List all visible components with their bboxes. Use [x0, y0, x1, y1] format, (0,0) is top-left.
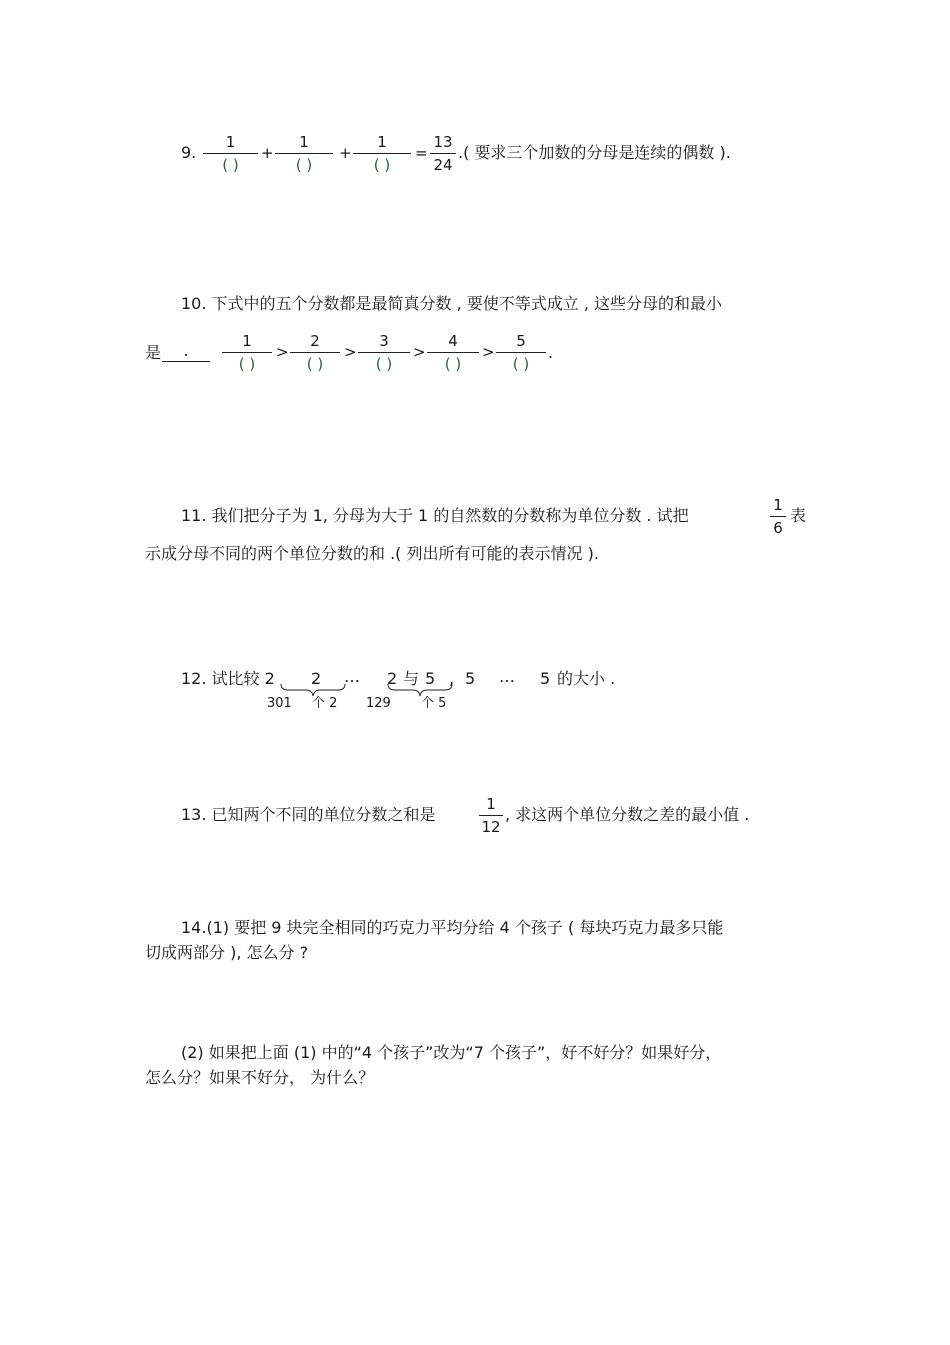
subscript-count: 301: [267, 696, 292, 711]
ellipsis: …: [344, 667, 360, 686]
question-text: 切成两部分 ), 怎么分 ?: [145, 943, 309, 962]
repeated-digit: 5: [425, 669, 436, 688]
question-text: 表: [790, 506, 807, 525]
period: .: [548, 343, 554, 362]
question-text: 与: [403, 669, 420, 688]
equals-sign: =: [415, 144, 428, 162]
greater-than-sign: >: [482, 343, 495, 361]
question-text: 怎么分？如果不好分， 为什么？: [145, 1068, 375, 1087]
greater-than-sign: >: [413, 343, 426, 361]
comma: ,: [449, 669, 455, 688]
subscript-label: 个 2: [312, 696, 338, 711]
subscript-label: 个 5: [421, 696, 447, 711]
repeated-digit: 5: [540, 669, 551, 688]
underbrace: [387, 683, 453, 697]
question-text: 12. 试比较 2: [181, 669, 275, 688]
repeated-digit: 5: [465, 669, 476, 688]
question-text: 示成分母不同的两个单位分数的和 .( 列出所有可能的表示情况 ).: [145, 544, 599, 563]
question-text: 是: [145, 343, 162, 362]
question-note: .( 要求三个加数的分母是连续的偶数 ).: [458, 143, 731, 162]
repeated-digit: 2: [387, 669, 398, 688]
greater-than-sign: >: [276, 343, 289, 361]
question-text: , 求这两个单位分数之差的最小值 .: [505, 805, 750, 824]
answer-blank: .: [162, 341, 210, 362]
repeated-digit: 2: [311, 669, 322, 688]
question-number: 9.: [181, 143, 197, 162]
subscript-count: 129: [366, 696, 391, 711]
question-text: 13. 已知两个不同的单位分数之和是: [181, 805, 436, 824]
question-text: 11. 我们把分子为 1, 分母为大于 1 的自然数的分数称为单位分数 . 试把: [181, 506, 689, 525]
plus-sign: +: [339, 144, 352, 162]
question-text: 10. 下式中的五个分数都是最简真分数 , 要使不等式成立 , 这些分母的和最小: [181, 294, 723, 313]
question-text: 14.(1) 要把 9 块完全相同的巧克力平均分给 4 个孩子 ( 每块巧克力最多只能: [181, 918, 724, 937]
greater-than-sign: >: [344, 343, 357, 361]
question-text: (2) 如果把上面 (1) 中的“4 个孩子”改为“7 个孩子”，好不好分？如果好分，: [181, 1043, 722, 1062]
ellipsis: …: [499, 667, 515, 686]
plus-sign: +: [261, 144, 274, 162]
question-text: 的大小 .: [557, 669, 616, 688]
underbrace: [280, 683, 346, 697]
